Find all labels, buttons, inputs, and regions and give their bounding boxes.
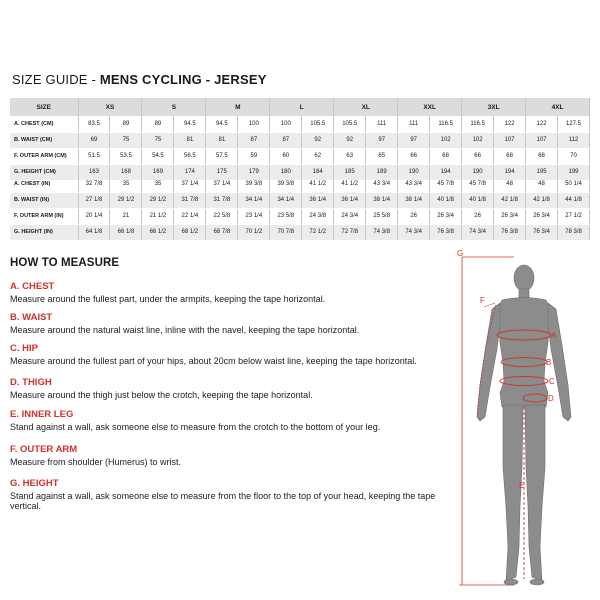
table-cell: 57.5: [206, 148, 238, 164]
table-cell: 27 1/8: [78, 192, 110, 208]
table-cell: 27 1/2: [558, 208, 590, 224]
table-cell: 76 3/8: [494, 224, 526, 240]
table-cell: 70 1/2: [238, 224, 270, 240]
measure-heading: A. CHEST: [10, 281, 55, 292]
table-cell: 127.5: [558, 116, 590, 132]
body-diagram: [440, 245, 600, 595]
table-cell: 24 3/8: [302, 208, 334, 224]
table-cell: 174: [174, 164, 206, 180]
table-cell: 175: [206, 164, 238, 180]
size-header-xxl: XXL: [398, 98, 462, 116]
size-header-l: L: [270, 98, 334, 116]
table-row: [10, 224, 590, 240]
measure-description: Measure around the fullest part, under the armpits, keeping the tape horizontal.: [10, 294, 326, 304]
measure-heading: F. OUTER ARM: [10, 444, 78, 455]
table-cell: 122: [494, 116, 526, 132]
table-cell: 68 7/8: [206, 224, 238, 240]
table-cell: 66 1/2: [142, 224, 174, 240]
size-header-xs: XS: [78, 98, 142, 116]
table-cell: 21 1/2: [142, 208, 174, 224]
size-header-3xl: 3XL: [462, 98, 526, 116]
measure-item: [10, 478, 460, 511]
table-cell: 87: [238, 132, 270, 148]
table-cell: 41 1/2: [334, 176, 366, 192]
table-cell: 190: [398, 164, 430, 180]
table-cell: 22 5/8: [206, 208, 238, 224]
table-cell: 76 3/4: [526, 224, 558, 240]
table-cell: 92: [334, 132, 366, 148]
table-cell: 94.5: [206, 116, 238, 132]
table-cell: 163: [78, 164, 110, 180]
measure-description: Measure from shoulder (Humerus) to wrist.: [10, 457, 182, 467]
row-label: B. WAIST (CM): [10, 132, 78, 148]
table-cell: 100: [270, 116, 302, 132]
table-cell: 76 3/8: [430, 224, 462, 240]
table-cell: 78 3/8: [558, 224, 590, 240]
label-c: C: [549, 377, 555, 386]
table-cell: 69: [78, 132, 110, 148]
table-cell: 31 7/8: [206, 192, 238, 208]
table-cell: 75: [110, 132, 142, 148]
table-cell: 89: [142, 116, 174, 132]
row-label: G. HEIGHT (CM): [10, 164, 78, 180]
table-cell: 97: [398, 132, 430, 148]
table-cell: 68: [430, 148, 462, 164]
measure-heading: D. THIGH: [10, 377, 52, 388]
label-g: G: [457, 249, 464, 258]
table-cell: 168: [110, 164, 142, 180]
table-cell: 107: [526, 132, 558, 148]
table-cell: 44 1/8: [558, 192, 590, 208]
table-cell: 26: [398, 208, 430, 224]
size-header-m: M: [206, 98, 270, 116]
table-cell: 116.5: [462, 116, 494, 132]
table-cell: 51.5: [78, 148, 110, 164]
table-cell: 68: [526, 148, 558, 164]
table-cell: 100: [238, 116, 270, 132]
table-cell: 50 1/4: [558, 176, 590, 192]
table-cell: 26: [462, 208, 494, 224]
table-cell: 35: [110, 176, 142, 192]
table-cell: 39 3/8: [270, 176, 302, 192]
table-cell: 75: [142, 132, 174, 148]
table-cell: 190: [462, 164, 494, 180]
table-cell: 122: [526, 116, 558, 132]
table-cell: 26 3/4: [526, 208, 558, 224]
table-cell: 22 1/4: [174, 208, 206, 224]
table-cell: 102: [430, 132, 462, 148]
table-cell: 63: [334, 148, 366, 164]
table-cell: 43 3/4: [366, 176, 398, 192]
size-table-in: [10, 176, 590, 241]
size-header-row: [10, 98, 590, 116]
table-cell: 94.5: [174, 116, 206, 132]
table-cell: 199: [558, 164, 590, 180]
table-cell: 70 7/8: [270, 224, 302, 240]
table-cell: 83.5: [78, 116, 110, 132]
table-cell: 74 3/4: [398, 224, 430, 240]
row-label: B. WAIST (IN): [10, 192, 78, 208]
table-cell: 64 1/8: [78, 224, 110, 240]
table-cell: 53.5: [110, 148, 142, 164]
table-cell: 31 7/8: [174, 192, 206, 208]
label-b: B: [546, 358, 552, 367]
table-row: [10, 176, 590, 192]
measure-item: [10, 444, 460, 467]
table-cell: 105.5: [334, 116, 366, 132]
table-cell: 68 1/2: [174, 224, 206, 240]
table-cell: 189: [366, 164, 398, 180]
table-row: [10, 132, 590, 148]
table-cell: 23 5/8: [270, 208, 302, 224]
table-cell: 66 1/8: [110, 224, 142, 240]
table-cell: 56.5: [174, 148, 206, 164]
table-cell: 59: [238, 148, 270, 164]
label-d: D: [548, 394, 554, 403]
row-label: G. HEIGHT (IN): [10, 224, 78, 240]
table-cell: 65: [366, 148, 398, 164]
table-cell: 43 3/4: [398, 176, 430, 192]
table-cell: 32 7/8: [78, 176, 110, 192]
measure-heading: G. HEIGHT: [10, 478, 59, 489]
table-cell: 45 7/8: [430, 176, 462, 192]
table-cell: 74 3/4: [462, 224, 494, 240]
table-cell: 74 3/8: [366, 224, 398, 240]
measure-heading: B. WAIST: [10, 312, 53, 323]
table-cell: 38 1/4: [398, 192, 430, 208]
measure-description: Measure around the thigh just below the crotch, keeping the tape horizontal.: [10, 390, 313, 400]
size-header-4xl: 4XL: [526, 98, 590, 116]
table-cell: 36 1/4: [334, 192, 366, 208]
measure-heading: E. INNER LEG: [10, 409, 74, 420]
table-cell: 29 1/2: [110, 192, 142, 208]
table-cell: 38 1/4: [366, 192, 398, 208]
table-cell: 66: [462, 148, 494, 164]
table-cell: 45 7/8: [462, 176, 494, 192]
table-cell: 42 1/8: [526, 192, 558, 208]
row-label: F. OUTER ARM (CM): [10, 148, 78, 164]
measure-item: [10, 312, 460, 335]
table-cell: 72 7/8: [334, 224, 366, 240]
table-cell: 25 5/8: [366, 208, 398, 224]
table-cell: 89: [110, 116, 142, 132]
measure-item: [10, 281, 460, 304]
table-cell: 60: [270, 148, 302, 164]
table-cell: 21: [110, 208, 142, 224]
table-cell: 194: [430, 164, 462, 180]
table-cell: 70: [558, 148, 590, 164]
table-cell: 37 1/4: [174, 176, 206, 192]
how-to-measure-title: HOW TO MEASURE: [10, 257, 120, 269]
size-header-label: SIZE: [10, 98, 78, 116]
table-cell: 111: [366, 116, 398, 132]
table-cell: 54.5: [142, 148, 174, 164]
table-cell: 66: [398, 148, 430, 164]
measure-item: [10, 343, 460, 366]
measure-description: Stand against a wall, ask someone else to measure from the floor to the top of your head, keeping the tape vertical.: [10, 491, 436, 511]
table-row: [10, 208, 590, 224]
table-cell: 35: [142, 176, 174, 192]
table-cell: 48: [526, 176, 558, 192]
table-cell: 105.5: [302, 116, 334, 132]
table-cell: 24 3/4: [334, 208, 366, 224]
table-cell: 39 3/8: [238, 176, 270, 192]
table-cell: 68: [494, 148, 526, 164]
size-header-s: S: [142, 98, 206, 116]
table-row: [10, 192, 590, 208]
measure-description: Measure around the natural waist line, inline with the navel, keeping the tape horizontal.: [10, 325, 360, 335]
table-cell: 81: [174, 132, 206, 148]
table-cell: 107: [494, 132, 526, 148]
table-cell: 36 1/4: [302, 192, 334, 208]
title-product: MENS CYCLING - JERSEY: [96, 72, 267, 87]
table-cell: 26 3/4: [430, 208, 462, 224]
measure-description: Stand against a wall, ask someone else to measure from the crotch to the bottom of your leg.: [10, 422, 381, 432]
table-cell: 34 1/4: [270, 192, 302, 208]
table-cell: 34 1/4: [238, 192, 270, 208]
table-cell: 112: [558, 132, 590, 148]
size-table-cm: [10, 98, 590, 181]
table-cell: 92: [302, 132, 334, 148]
measure-item: [10, 409, 460, 432]
body-measurement-figure: [440, 245, 600, 595]
table-cell: 97: [366, 132, 398, 148]
table-cell: 29 1/2: [142, 192, 174, 208]
table-cell: 111: [398, 116, 430, 132]
table-cell: 179: [238, 164, 270, 180]
table-cell: 48: [494, 176, 526, 192]
table-cell: 40 1/8: [430, 192, 462, 208]
table-cell: 116.5: [430, 116, 462, 132]
row-label: A. CHEST (IN): [10, 176, 78, 192]
table-cell: 37 1/4: [206, 176, 238, 192]
table-cell: 72 1/2: [302, 224, 334, 240]
table-cell: 194: [494, 164, 526, 180]
title-prefix: SIZE GUIDE -: [12, 72, 97, 87]
table-cell: 195: [526, 164, 558, 180]
measure-heading: C. HIP: [10, 343, 38, 354]
table-cell: 62: [302, 148, 334, 164]
page-title: [12, 72, 267, 87]
table-cell: 185: [334, 164, 366, 180]
measure-description: Measure around the fullest part of your hips, about 20cm below waist line, keeping the tape horizontal.: [10, 356, 417, 366]
table-cell: 184: [302, 164, 334, 180]
table-cell: 102: [462, 132, 494, 148]
table-cell: 42 1/8: [494, 192, 526, 208]
label-f: F: [480, 296, 485, 305]
label-e: E: [519, 481, 525, 490]
table-cell: 169: [142, 164, 174, 180]
row-label: F. OUTER ARM (IN): [10, 208, 78, 224]
size-header-xl: XL: [334, 98, 398, 116]
table-cell: 20 1/4: [78, 208, 110, 224]
table-cell: 180: [270, 164, 302, 180]
table-cell: 81: [206, 132, 238, 148]
table-row: [10, 148, 590, 164]
label-a: A: [551, 331, 557, 340]
table-cell: 40 1/8: [462, 192, 494, 208]
table-cell: 87: [270, 132, 302, 148]
row-label: A. CHEST (CM): [10, 116, 78, 132]
table-cell: 26 3/4: [494, 208, 526, 224]
table-cell: 23 1/4: [238, 208, 270, 224]
measure-item: [10, 377, 460, 400]
table-cell: 41 1/2: [302, 176, 334, 192]
table-row: [10, 116, 590, 132]
